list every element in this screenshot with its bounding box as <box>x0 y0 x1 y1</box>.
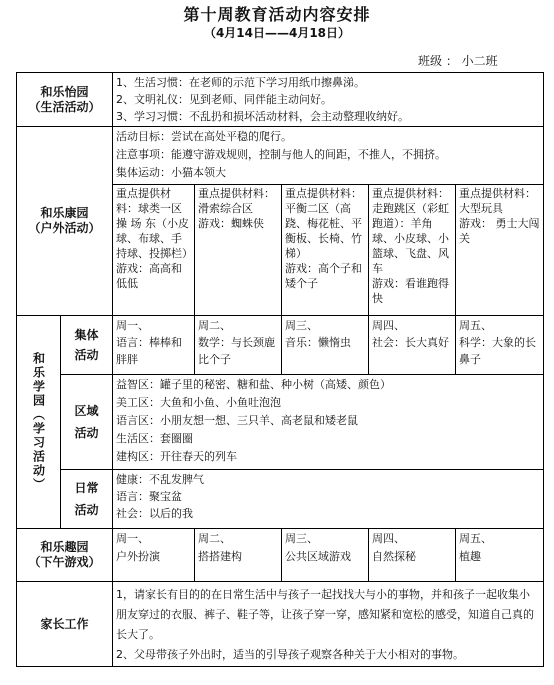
afternoon-row <box>17 529 544 582</box>
life-label-line1: 和乐怡园 <box>40 84 89 99</box>
study-group-row <box>17 316 544 375</box>
day-label: 周五、 <box>459 532 493 545</box>
date-range: （4月14日——4月18日） <box>203 26 351 40</box>
area-item: 建构区：开往春天的列车 <box>116 450 238 463</box>
area-activity-label <box>61 375 113 470</box>
group-activity-label <box>61 316 113 375</box>
area-activity-content <box>113 375 544 470</box>
outdoor-row-top <box>17 127 544 185</box>
outdoor-label <box>17 127 113 316</box>
area-materials: 重点提供材料：平衡二区（高跷、梅花桩、平衡板、长椅、竹梯） <box>285 187 363 260</box>
parents-content <box>113 582 544 667</box>
day-label: 周三、 <box>285 319 319 332</box>
area-materials: 重点提供材料：走跑跳区（彩虹跑道）：羊角球、小皮球、小篮球、飞盘、风车 <box>372 187 450 275</box>
activity-content: 语言：棒棒和胖胖 <box>116 336 183 366</box>
day-label: 周四、 <box>372 319 406 332</box>
afternoon-cell <box>113 529 195 582</box>
activity-content: 自然探秘 <box>372 550 417 563</box>
outdoor-group: 集体运动：小猫本领大 <box>116 166 227 179</box>
afternoon-label-line1: 和乐趣园 <box>40 540 89 554</box>
daily-activity-content <box>113 470 544 529</box>
activity-content: 音乐：懒惰虫 <box>285 336 352 349</box>
area-game: 游戏：看谁跑得快 <box>372 277 450 305</box>
area-item: 生活区：套圈圈 <box>116 432 194 445</box>
page-title: 第十周教育活动内容安排 <box>183 5 371 24</box>
day-label: 周二、 <box>198 319 232 332</box>
group-activity-cell <box>282 316 369 375</box>
area-activity-label-text: 区域活动 <box>74 404 99 440</box>
area-game: 游戏：高高和低低 <box>116 262 183 290</box>
area-materials: 重点提供材料：大型玩具 <box>459 187 537 215</box>
area-item: 美工区：大鱼和小鱼、小鱼吐泡泡 <box>116 396 282 409</box>
activity-content: 数学：与长颈鹿比个子 <box>198 336 276 366</box>
afternoon-cell <box>282 529 369 582</box>
study-daily-row <box>17 470 544 529</box>
outdoor-label-line2: （户外活动） <box>28 221 101 235</box>
parents-item: 1，请家长有目的的在日常生活中与孩子一起找找大与小的事物，并和孩子一起收集小朋友穿过的衣服、裤子、鞋子等，让孩子穿一穿，感知紧和宽松的感受，知道自己真的长大了。 <box>116 588 535 641</box>
life-item: 3、学习习惯：不乱扔和损坏活动材料，会主动整理收纳好。 <box>116 110 410 123</box>
study-label-text: 和乐学园（学习活动） <box>31 352 46 492</box>
parents-item: 2、父母带孩子外出时，适当的引导孩子观察各种关于大小相对的事物。 <box>116 648 465 661</box>
day-label: 周一、 <box>116 319 150 332</box>
activity-content: 社会：长大真好 <box>372 336 450 349</box>
activity-content: 户外扮演 <box>116 550 161 563</box>
life-label <box>17 73 113 127</box>
outdoor-area <box>282 185 369 316</box>
class-label: 班级 ： 小二班 <box>418 54 498 68</box>
outdoor-info <box>113 127 544 185</box>
outdoor-area <box>113 185 195 316</box>
study-label <box>17 316 61 529</box>
area-game: 游戏：蜘蛛侠 <box>198 217 265 230</box>
afternoon-label <box>17 529 113 582</box>
life-item: 1、生活习惯：在老师的示范下学习用纸巾擦鼻涕。 <box>116 76 366 89</box>
area-materials: 重点提供材料：滑索综合区 <box>198 187 276 215</box>
activity-content: 植趣 <box>459 550 482 563</box>
afternoon-cell <box>195 529 282 582</box>
group-activity-label-text: 集体活动 <box>74 328 99 362</box>
outdoor-area <box>369 185 456 316</box>
day-label: 周一、 <box>116 532 150 545</box>
life-content <box>113 73 544 127</box>
daily-item: 社会：以后的我 <box>116 507 194 520</box>
afternoon-label-line2: （下午游戏） <box>28 555 101 569</box>
activity-content: 科学：大象的长鼻子 <box>459 336 537 366</box>
daily-activity-label <box>61 470 113 529</box>
group-activity-cell <box>195 316 282 375</box>
life-label-line2: （生活活动） <box>28 99 101 114</box>
area-game: 游戏：高个子和矮个子 <box>285 262 363 290</box>
activity-content: 公共区域游戏 <box>285 550 352 563</box>
day-label: 周二、 <box>198 532 232 545</box>
group-activity-cell <box>369 316 456 375</box>
area-item: 语言区：小朋友想一想、三只羊、高老鼠和矮老鼠 <box>116 414 359 427</box>
outdoor-goal: 活动目标：尝试在高处平稳的爬行。 <box>116 130 293 143</box>
life-item: 2、文明礼仪：见到老师、同伴能主动问好。 <box>116 93 333 106</box>
area-materials: 重点提供材料：球类一区 操 场 东（小皮球、布球、手持球、投掷栏） <box>116 187 194 260</box>
group-activity-cell <box>113 316 195 375</box>
parents-row <box>17 582 544 667</box>
group-activity-cell <box>456 316 544 375</box>
daily-activity-label-text: 日常活动 <box>74 481 99 517</box>
day-label: 周五、 <box>459 319 493 332</box>
life-row <box>17 73 544 127</box>
study-area-row <box>17 375 544 470</box>
schedule-table <box>16 72 544 667</box>
daily-item: 语言：聚宝盆 <box>116 490 183 503</box>
parents-label: 家长工作 <box>17 582 113 667</box>
afternoon-cell <box>369 529 456 582</box>
outdoor-label-line1: 和乐康园 <box>40 206 89 220</box>
activity-content: 搭搭建构 <box>198 550 243 563</box>
afternoon-cell <box>456 529 544 582</box>
day-label: 周三、 <box>285 532 319 545</box>
area-item: 益智区：罐子里的秘密、糖和盐、种小树（高矮、颜色） <box>116 378 392 391</box>
outdoor-area <box>456 185 544 316</box>
day-label: 周四、 <box>372 532 406 545</box>
outdoor-notes: 注意事项：能遵守游戏规则，控制与他人的间距，不推人，不拥挤。 <box>116 148 447 161</box>
outdoor-area <box>195 185 282 316</box>
daily-item: 健康：不乱发脾气 <box>116 473 205 486</box>
area-game: 游戏： 勇士大闯关 <box>459 217 540 245</box>
